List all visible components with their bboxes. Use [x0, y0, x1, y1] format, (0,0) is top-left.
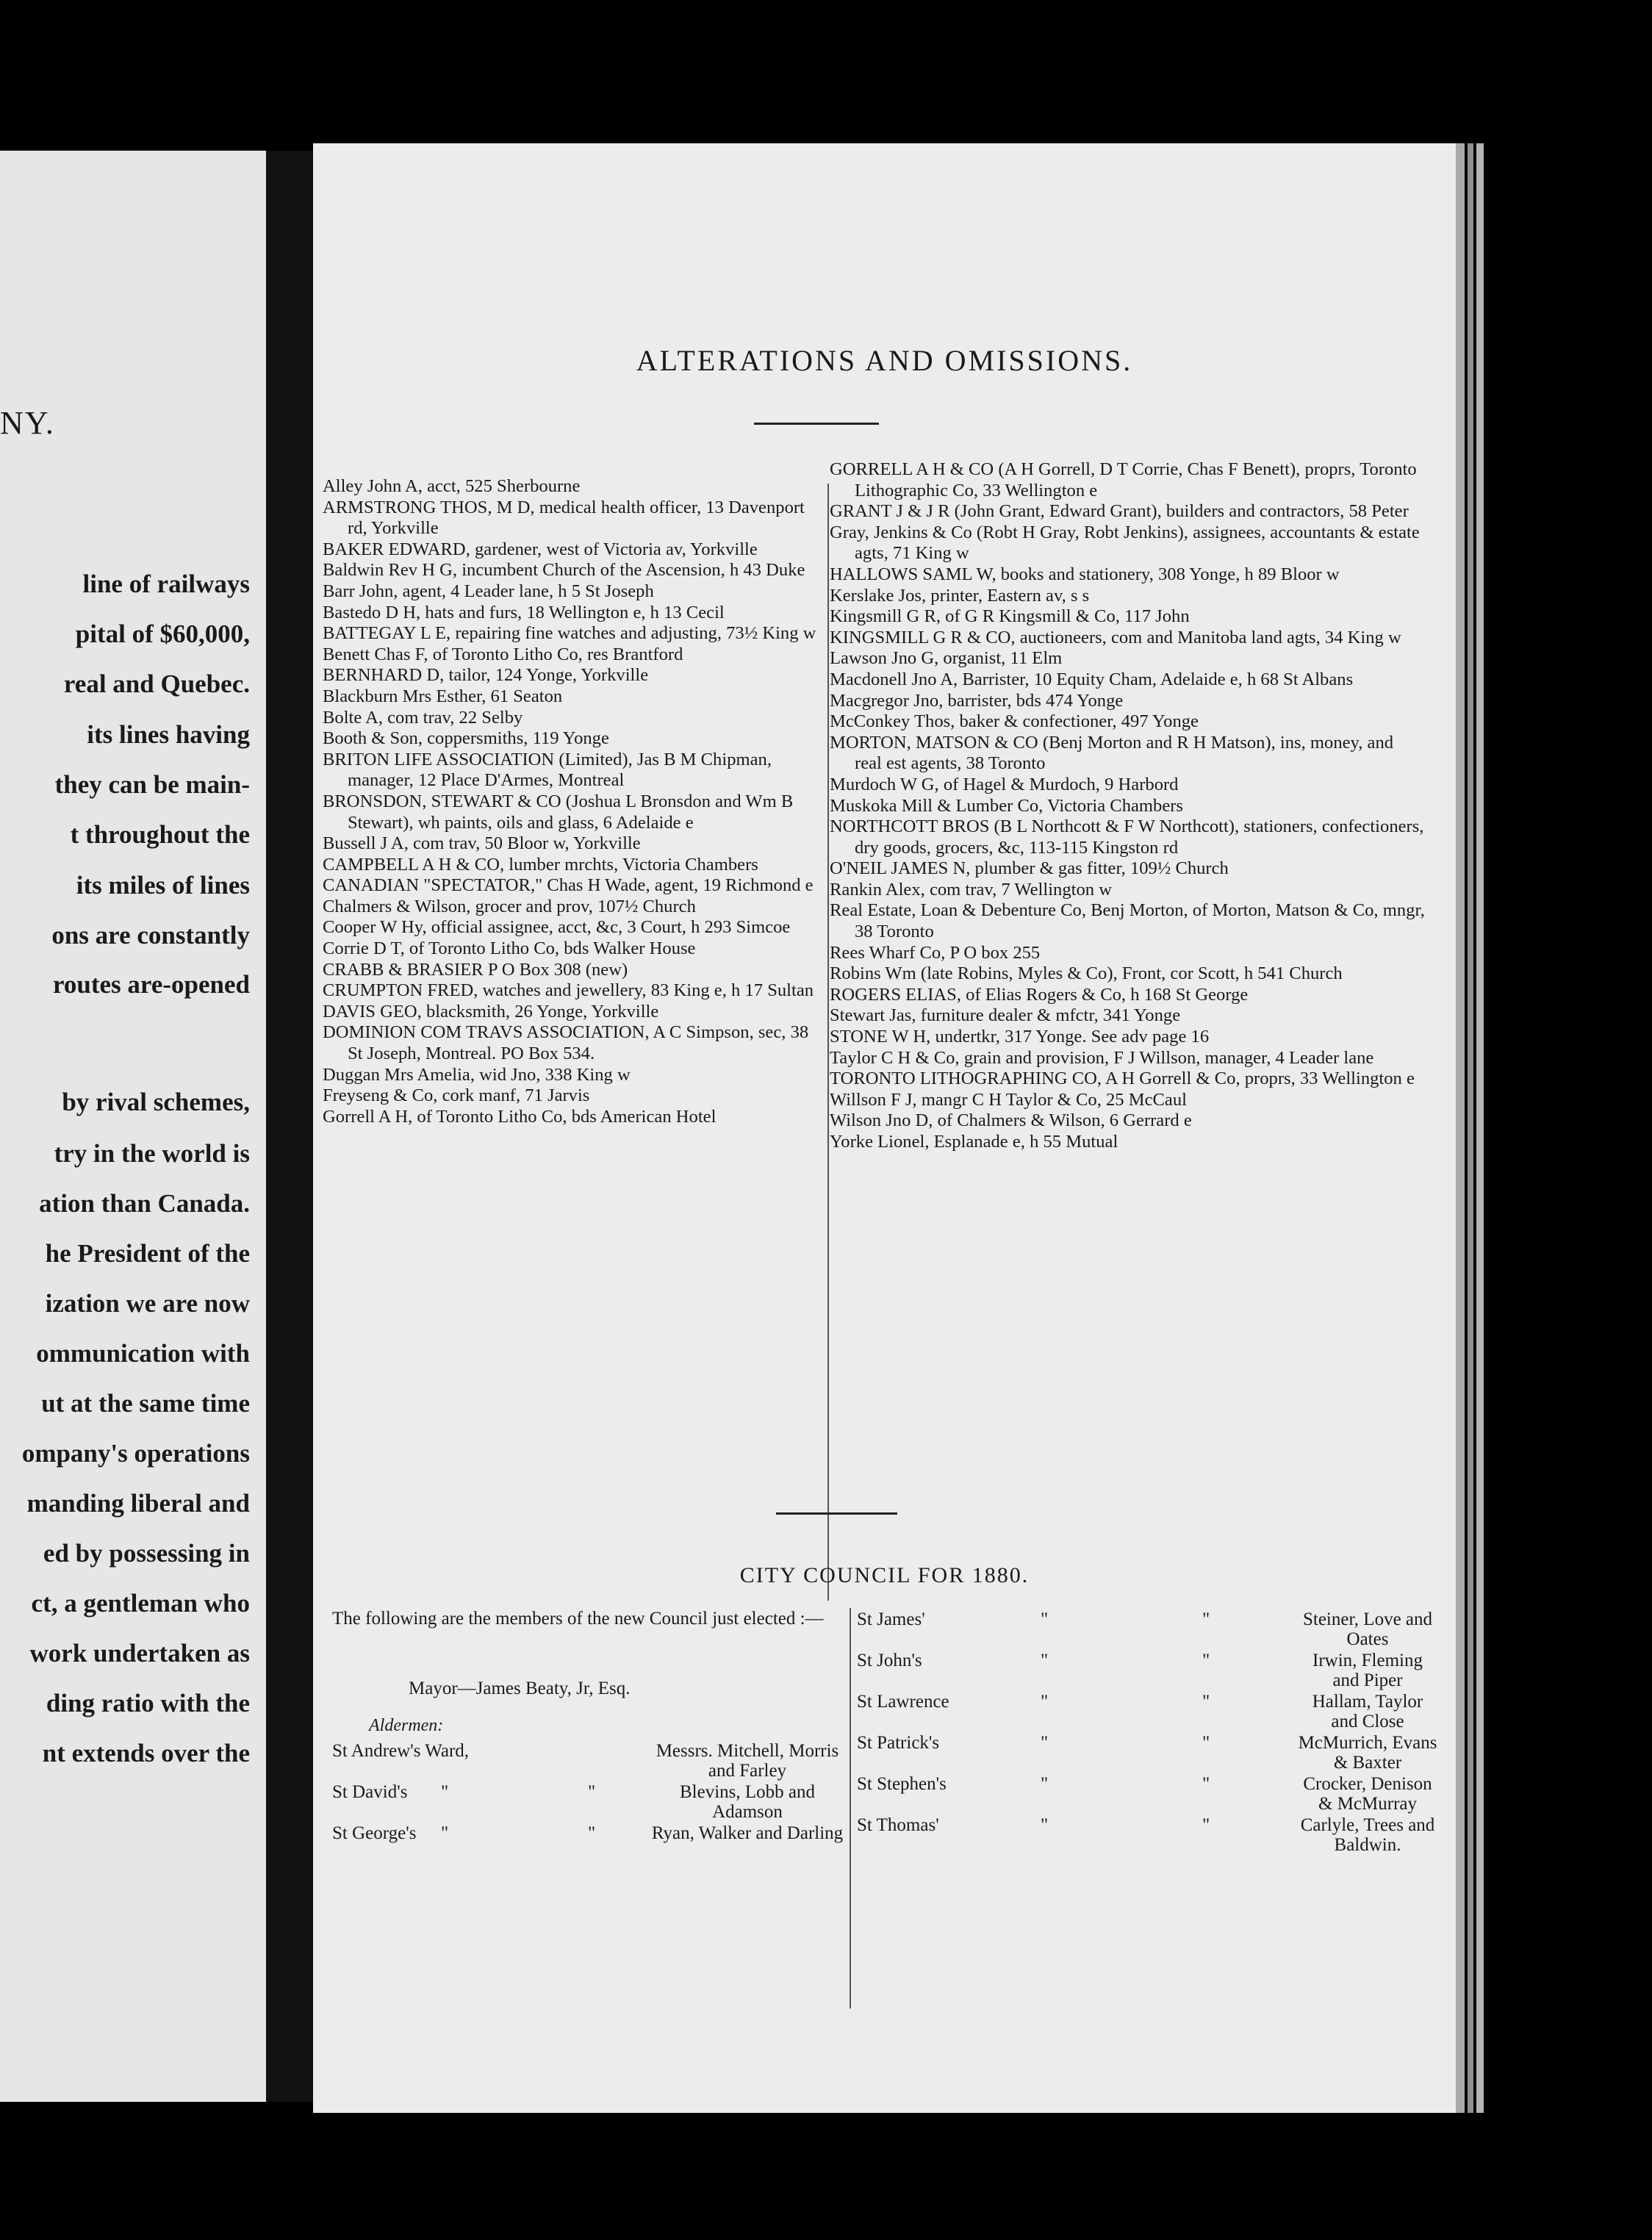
- ditto-mark: ": [441, 1823, 449, 1843]
- directory-entry: BATTEGAY L E, repairing fine watches and adjusting, 73½ King w: [323, 623, 816, 644]
- ditto-mark: ": [1041, 1692, 1049, 1712]
- facing-page-line: its lines having: [87, 720, 250, 749]
- ditto-mark: ": [1202, 1609, 1210, 1629]
- directory-entry: HALLOWS SAML W, books and stationery, 308 Yonge, h 89 Bloor w: [830, 564, 1340, 584]
- directory-entry: Blackburn Mrs Esther, 61 Seaton: [323, 686, 563, 706]
- ward-name: St John's: [857, 1651, 922, 1670]
- ditto-mark: ": [1041, 1609, 1049, 1629]
- directory-entry: Yorke Lionel, Esplanade e, h 55 Mutual: [830, 1132, 1118, 1152]
- directory-entry: CANADIAN "SPECTATOR," Chas H Wade, agent, 19 Richmond e: [323, 875, 814, 896]
- directory-entry: BAKER EDWARD, gardener, west of Victoria av, Yorkville: [323, 539, 758, 559]
- ditto-mark: ": [588, 1782, 596, 1802]
- page-edge: [1476, 143, 1484, 2113]
- ditto-mark: ": [1041, 1815, 1049, 1835]
- title-rule: [754, 423, 879, 425]
- facing-page-line: ons are constantly: [51, 921, 250, 950]
- directory-entry: Benett Chas F, of Toronto Litho Co, res Brantford: [323, 644, 683, 664]
- directory-entry: Taylor C H & Co, grain and provision, F J Willson, manager, 4 Leader lane: [830, 1047, 1374, 1068]
- ditto-mark: ": [1041, 1733, 1049, 1753]
- page-title: ALTERATIONS AND OMISSIONS.: [636, 344, 1133, 377]
- facing-page-heading: NY.: [0, 405, 55, 441]
- facing-page-line: ed by possessing in: [43, 1539, 250, 1568]
- section-rule: [776, 1512, 897, 1515]
- directory-entry: BRITON LIFE ASSOCIATION (Limited), Jas B M Chipman, manager, 12 Place D'Armes, Montreal: [323, 749, 772, 791]
- ditto-mark: ": [441, 1782, 449, 1802]
- facing-page-line: ation than Canada.: [39, 1189, 250, 1218]
- directory-entry: McConkey Thos, baker & confectioner, 497 Yonge: [830, 711, 1199, 732]
- directory-entry: DAVIS GEO, blacksmith, 26 Yonge, Yorkville: [323, 1001, 659, 1022]
- directory-entry: Gorrell A H, of Toronto Litho Co, bds American Hotel: [323, 1106, 717, 1127]
- facing-page-line: pital of $60,000,: [75, 620, 250, 648]
- council-mayor: Mayor—James Beaty, Jr, Esq.: [409, 1679, 631, 1698]
- right-listing-column: [830, 459, 1425, 1153]
- directory-entry: DOMINION COM TRAVS ASSOCIATION, A C Simpson, sec, 38 St Joseph, Montreal. PO Box 534.: [323, 1022, 809, 1064]
- directory-entry: TORONTO LITHOGRAPHING CO, A H Gorrell & Co, proprs, 33 Wellington e: [830, 1069, 1415, 1089]
- council-title: CITY COUNCIL FOR 1880.: [739, 1563, 1030, 1587]
- facing-page-line: ompany's operations: [21, 1439, 250, 1468]
- directory-page: [313, 143, 1456, 2113]
- directory-entry: Chalmers & Wilson, grocer and prov, 107½ Church: [323, 896, 696, 916]
- ditto-mark: ": [1202, 1651, 1210, 1670]
- ward-members: Messrs. Mitchell, Morris and Farley: [656, 1741, 839, 1781]
- directory-entry: Rankin Alex, com trav, 7 Wellington w: [830, 879, 1112, 900]
- directory-entry: MORTON, MATSON & CO (Benj Morton and R H Matson), ins, money, and real est agents, 38 Toronto: [830, 732, 1394, 774]
- directory-entry: Bastedo D H, hats and furs, 18 Wellington e, h 13 Cecil: [323, 602, 725, 622]
- facing-page-line: routes are-opened: [53, 970, 250, 999]
- directory-entry: CAMPBELL A H & CO, lumber mrchts, Victoria Chambers: [323, 854, 758, 875]
- directory-entry: Gray, Jenkins & Co (Robt H Gray, Robt Jenkins), assignees, accountants & estate agts, 71 King w: [830, 522, 1420, 564]
- directory-entry: ARMSTRONG THOS, M D, medical health officer, 13 Davenport rd, Yorkville: [323, 497, 805, 539]
- left-listing-column: [323, 476, 825, 1127]
- ward-name: St Patrick's: [857, 1733, 940, 1753]
- facing-page-line: ut at the same time: [41, 1389, 250, 1418]
- directory-entry: Duggan Mrs Amelia, wid Jno, 338 King w: [323, 1064, 631, 1085]
- book-gutter: [266, 151, 313, 2102]
- directory-entry: KINGSMILL G R & CO, auctioneers, com and Manitoba land agts, 34 King w: [830, 627, 1401, 647]
- ditto-mark: ": [1202, 1733, 1210, 1753]
- directory-entry: Lawson Jno G, organist, 11 Elm: [830, 648, 1063, 669]
- directory-entry: O'NEIL JAMES N, plumber & gas fitter, 109½ Church: [830, 858, 1229, 879]
- page-edge: [1468, 143, 1473, 2113]
- directory-entry: GORRELL A H & CO (A H Gorrell, D T Corrie, Chas F Benett), proprs, Toronto Lithographic Co, 33 Wellington e: [830, 459, 1417, 500]
- directory-entry: Corrie D T, of Toronto Litho Co, bds Walker House: [323, 938, 696, 959]
- directory-entry: GRANT J & J R (John Grant, Edward Grant), builders and contractors, 58 Peter: [830, 501, 1409, 522]
- council-intro: The following are the members of the new Council just elected :—: [332, 1609, 824, 1629]
- facing-page: [0, 151, 266, 2102]
- directory-entry: Kingsmill G R, of G R Kingsmill & Co, 117 John: [830, 606, 1190, 627]
- directory-entry: Muskoka Mill & Lumber Co, Victoria Chambers: [830, 795, 1184, 816]
- ward-name: St George's: [332, 1823, 417, 1843]
- ditto-mark: ": [588, 1823, 596, 1843]
- ward-members: Ryan, Walker and Darling: [651, 1823, 844, 1843]
- directory-entry: Bolte A, com trav, 22 Selby: [323, 707, 523, 728]
- directory-entry: ROGERS ELIAS, of Elias Rogers & Co, h 168 St George: [830, 984, 1249, 1005]
- aldermen-label: Aldermen:: [369, 1716, 444, 1735]
- directory-entry: BERNHARD D, tailor, 124 Yonge, Yorkville: [323, 665, 649, 686]
- directory-entry: Robins Wm (late Robins, Myles & Co), Front, cor Scott, h 541 Church: [830, 963, 1343, 984]
- directory-entry: Cooper W Hy, official assignee, acct, &c, 3 Court, h 293 Simcoe: [323, 917, 791, 938]
- ward-name: St Andrew's Ward,: [332, 1741, 470, 1761]
- ditto-mark: ": [1202, 1692, 1210, 1712]
- ward-name: St Stephen's: [857, 1774, 947, 1794]
- directory-entry: Macgregor Jno, barrister, bds 474 Yonge: [830, 690, 1124, 711]
- ward-members: McMurrich, Evans & Baxter: [1298, 1733, 1437, 1773]
- facing-page-line: by rival schemes,: [62, 1088, 250, 1116]
- ditto-mark: ": [1041, 1774, 1049, 1794]
- facing-page-line: its miles of lines: [76, 871, 250, 900]
- facing-page-line: ommunication with: [36, 1339, 250, 1368]
- facing-page-line: ct, a gentleman who: [31, 1589, 250, 1618]
- directory-entry: Baldwin Rev H G, incumbent Church of the Ascension, h 43 Duke: [323, 560, 805, 581]
- directory-entry: Barr John, agent, 4 Leader lane, h 5 St Joseph: [323, 581, 654, 601]
- directory-entry: Murdoch W G, of Hagel & Murdoch, 9 Harbord: [830, 774, 1179, 794]
- directory-entry: Stewart Jas, furniture dealer & mfctr, 341 Yonge: [830, 1005, 1181, 1026]
- directory-entry: BRONSDON, STEWART & CO (Joshua L Bronsdon and Wm B Stewart), wh paints, oils and glass, 6 Adelaide e: [323, 791, 794, 833]
- directory-entry: Willson F J, mangr C H Taylor & Co, 25 McCaul: [830, 1089, 1187, 1110]
- ward-members: Crocker, Denison & McMurray: [1303, 1774, 1432, 1814]
- facing-page-line: they can be main-: [54, 770, 250, 799]
- ward-name: St Thomas': [857, 1815, 939, 1835]
- directory-entry: Macdonell Jno A, Barrister, 10 Equity Cham, Adelaide e, h 68 St Albans: [830, 669, 1354, 689]
- facing-page-line: line of railways: [82, 570, 250, 598]
- facing-page-line: real and Quebec.: [63, 670, 250, 698]
- directory-entry: Kerslake Jos, printer, Eastern av, s s: [830, 585, 1090, 606]
- ditto-mark: ": [1041, 1651, 1049, 1670]
- directory-entry: Rees Wharf Co, P O box 255: [830, 942, 1041, 963]
- directory-entry: Bussell J A, com trav, 50 Bloor w, Yorkville: [323, 833, 641, 854]
- ward-members: Hallam, Taylor and Close: [1312, 1692, 1423, 1731]
- directory-entry: Freyseng & Co, cork manf, 71 Jarvis: [323, 1085, 590, 1106]
- ward-members: Blevins, Lobb and Adamson: [679, 1782, 815, 1822]
- directory-entry: STONE W H, undertkr, 317 Yonge. See adv page 16: [830, 1027, 1210, 1047]
- ward-members: Carlyle, Trees and Baldwin.: [1300, 1815, 1435, 1855]
- column-divider: [827, 484, 829, 1601]
- ditto-mark: ": [1202, 1774, 1210, 1794]
- directory-entry: Booth & Son, coppersmiths, 119 Yonge: [323, 728, 609, 749]
- directory-entry: CRABB & BRASIER P O Box 308 (new): [323, 959, 628, 980]
- facing-page-line: try in the world is: [54, 1139, 250, 1168]
- directory-entry: CRUMPTON FRED, watches and jewellery, 83 King e, h 17 Sultan: [323, 980, 814, 1001]
- page-edge: [1456, 143, 1465, 2113]
- council-divider: [850, 1608, 851, 2009]
- facing-page-line: he President of the: [45, 1239, 250, 1268]
- ditto-mark: ": [1202, 1815, 1210, 1835]
- facing-page-line: ding ratio with the: [46, 1689, 250, 1717]
- directory-entry: NORTHCOTT BROS (B L Northcott & F W Northcott), stationers, confectioners, dry goods, grocers, &c, 113-115 Kingston rd: [830, 816, 1424, 858]
- ward-name: St David's: [332, 1782, 408, 1802]
- facing-page-line: nt extends over the: [42, 1739, 250, 1767]
- facing-page-line: manding liberal and: [26, 1489, 250, 1518]
- directory-entry: Alley John A, acct, 525 Sherbourne: [323, 476, 581, 496]
- directory-entry: Real Estate, Loan & Debenture Co, Benj Morton, of Morton, Matson & Co, mngr, 38 Toronto: [830, 900, 1425, 942]
- ward-name: St Lawrence: [857, 1692, 949, 1712]
- ward-members: Irwin, Fleming and Piper: [1312, 1651, 1423, 1690]
- ward-members: Steiner, Love and Oates: [1302, 1609, 1433, 1649]
- facing-page-line: ization we are now: [45, 1289, 250, 1318]
- facing-page-line: work undertaken as: [29, 1639, 250, 1668]
- ward-name: St James': [857, 1609, 925, 1629]
- facing-page-line: t throughout the: [70, 820, 250, 849]
- directory-entry: Wilson Jno D, of Chalmers & Wilson, 6 Gerrard e: [830, 1110, 1192, 1131]
